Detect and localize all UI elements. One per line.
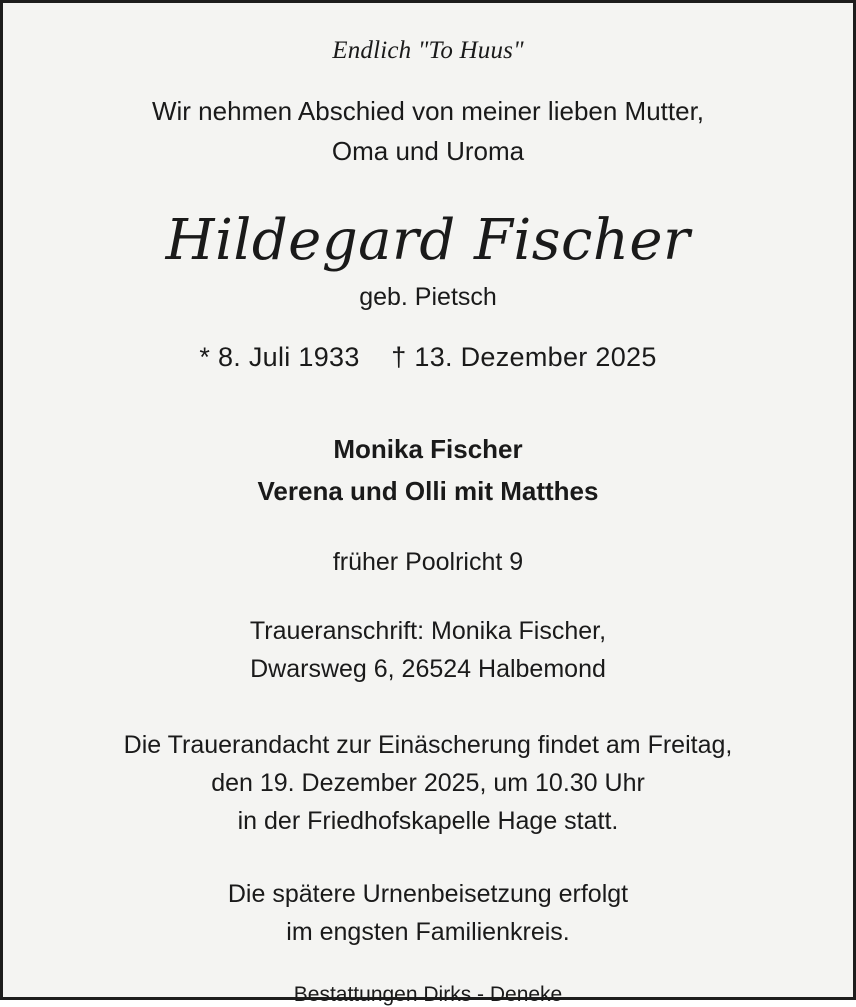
condolence-address-block (37, 613, 819, 688)
ceremony-line-1: Die Trauerandacht zur Einäscherung findet am Freitag, (123, 731, 733, 760)
maiden-name: geb. Pietsch (359, 283, 497, 312)
ceremony-line-2: den 19. Dezember 2025, um 10.30 Uhr (211, 769, 645, 798)
intro-line-1: Wir nehmen Abschied von meiner lieben Mutter, (151, 96, 705, 126)
urn-burial-block (37, 876, 819, 951)
undertaker-name: Bestattungen Dirks - Deneke (293, 983, 563, 1007)
contact-line-2: Dwarsweg 6, 26524 Halbemond (250, 654, 606, 683)
ceremony-line-3: in der Friedhofskapelle Hage statt. (237, 807, 619, 836)
motto-text: Endlich "To Huus" (332, 37, 524, 64)
death-date: † 13. Dezember 2025 (391, 342, 657, 373)
intro-block (37, 91, 819, 172)
survivor-line-1: Monika Fischer (333, 434, 523, 465)
survivors-block (37, 429, 819, 512)
urn-line-2: im engsten Familienkreis. (286, 917, 570, 946)
deceased-name: Hildegard Fischer (165, 207, 691, 273)
life-dates (37, 342, 819, 373)
intro-line-2: Oma und Uroma (331, 136, 525, 167)
birth-date: * 8. Juli 1933 (199, 342, 360, 373)
former-address: früher Poolricht 9 (332, 548, 524, 577)
urn-line-1: Die spätere Urnenbeisetzung erfolgt (227, 880, 629, 909)
survivor-line-2: Verena und Olli mit Matthes (257, 475, 599, 506)
contact-line-1: Traueranschrift: Monika Fischer, (249, 617, 607, 646)
ceremony-details-block (37, 726, 819, 840)
